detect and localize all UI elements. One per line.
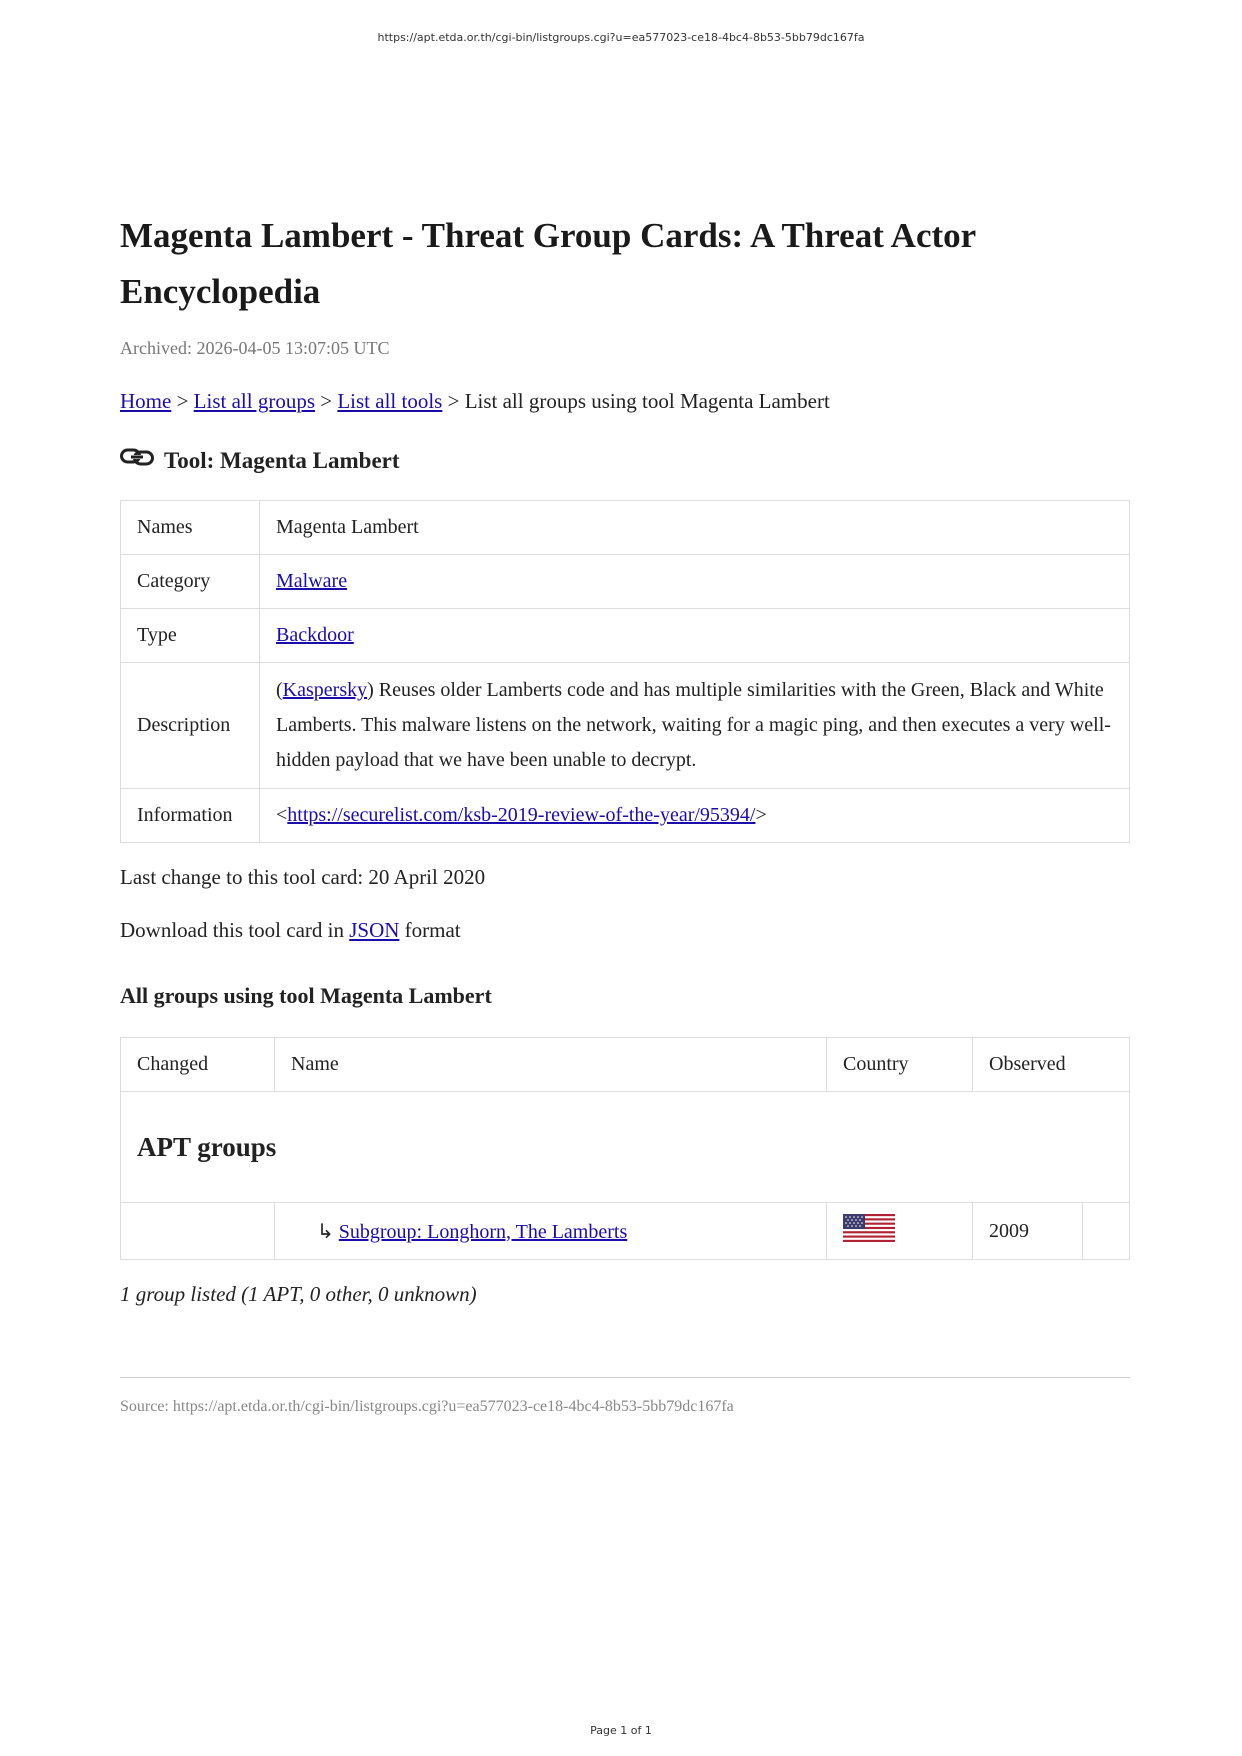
securelist-link[interactable]: https://securelist.com/ksb-2019-review-of-the-year/95394/ [287, 804, 756, 826]
observed-cell: 2009 [973, 1203, 1083, 1260]
type-link[interactable]: Backdoor [276, 624, 354, 646]
group-summary: 1 group listed (1 APT, 0 other, 0 unknown) [120, 1282, 477, 1306]
archived-timestamp: Archived: 2026-04-05 13:07:05 UTC [120, 338, 390, 358]
print-header-url: https://apt.etda.or.th/cgi-bin/listgroups.cgi?u=ea577023-ce18-4bc4-8b53-5bb79dc167fa [377, 31, 865, 44]
breadcrumb-home-link[interactable]: Home [120, 389, 172, 413]
tool-heading [120, 448, 1130, 474]
breadcrumb [120, 389, 1130, 414]
link-icon [120, 448, 154, 466]
tool-heading-text: Tool: Magenta Lambert [164, 448, 400, 473]
names-label: Names [121, 501, 260, 555]
us-flag-icon [843, 1214, 895, 1242]
breadcrumb-separator: > [320, 389, 333, 413]
table-row [121, 1203, 1130, 1260]
description-open-paren: ( [276, 679, 283, 701]
main-content [120, 208, 1130, 1416]
page-number: Page 1 of 1 [590, 1724, 652, 1737]
section-row [121, 1092, 1130, 1203]
category-cell [260, 555, 1130, 609]
header-changed: Changed [121, 1038, 275, 1092]
groups-heading: All groups using tool Magenta Lambert [120, 983, 492, 1008]
breadcrumb-current: List all groups using tool Magenta Lambert [464, 389, 830, 413]
table-row [121, 789, 1130, 843]
table-row [121, 663, 1130, 789]
groups-table [120, 1037, 1130, 1260]
information-label: Information [121, 789, 260, 843]
type-label: Type [121, 609, 260, 663]
download-suffix: format [399, 918, 461, 942]
breadcrumb-list-groups-link[interactable]: List all groups [193, 389, 315, 413]
section-apt-groups: APT groups [121, 1092, 1130, 1203]
names-value: Magenta Lambert [260, 501, 1130, 555]
table-row [121, 501, 1130, 555]
download-prefix: Download this tool card in [120, 918, 350, 942]
page-title: Magenta Lambert - Threat Group Cards: A Threat Actor Encyclopedia [120, 216, 976, 311]
description-label: Description [121, 663, 260, 789]
empty-cell [1083, 1203, 1130, 1260]
tool-card-table [120, 500, 1130, 843]
table-row [121, 555, 1130, 609]
group-link-longhorn[interactable]: Subgroup: Longhorn, The Lamberts [338, 1220, 628, 1243]
divider [120, 1377, 1130, 1378]
header-country: Country [827, 1038, 973, 1092]
download-line [120, 918, 1130, 943]
last-change: Last change to this tool card: 20 April 2020 [120, 865, 486, 889]
category-link[interactable]: Malware [276, 570, 348, 592]
breadcrumb-separator: > [176, 389, 189, 413]
groups-header-row [121, 1038, 1130, 1092]
subgroup-arrow-icon: ↳ [317, 1220, 339, 1243]
group-name-cell [275, 1203, 827, 1260]
table-row [121, 609, 1130, 663]
breadcrumb-separator: > [447, 389, 460, 413]
type-cell [260, 609, 1130, 663]
description-cell [260, 663, 1130, 789]
source-url: Source: https://apt.etda.or.th/cgi-bin/listgroups.cgi?u=ea577023-ce18-4bc4-8b53-5bb79dc167fa [120, 1398, 734, 1415]
country-cell [827, 1203, 973, 1260]
information-cell [260, 789, 1130, 843]
header-name: Name [275, 1038, 827, 1092]
category-label: Category [121, 555, 260, 609]
information-gt: > [755, 804, 767, 826]
kaspersky-link[interactable]: Kaspersky [282, 679, 368, 701]
information-lt: < [276, 804, 288, 826]
json-download-link[interactable]: JSON [349, 918, 400, 942]
breadcrumb-list-tools-link[interactable]: List all tools [337, 389, 443, 413]
description-text: ) Reuses older Lamberts code and has multiple similarities with the Green, Black and White Lamberts. This malware listens on the network, waiting for a magic ping, and then executes a very well-hidden payload that we have been unable to decrypt. [276, 679, 1111, 771]
changed-cell [121, 1203, 275, 1260]
header-observed: Observed [973, 1038, 1130, 1092]
